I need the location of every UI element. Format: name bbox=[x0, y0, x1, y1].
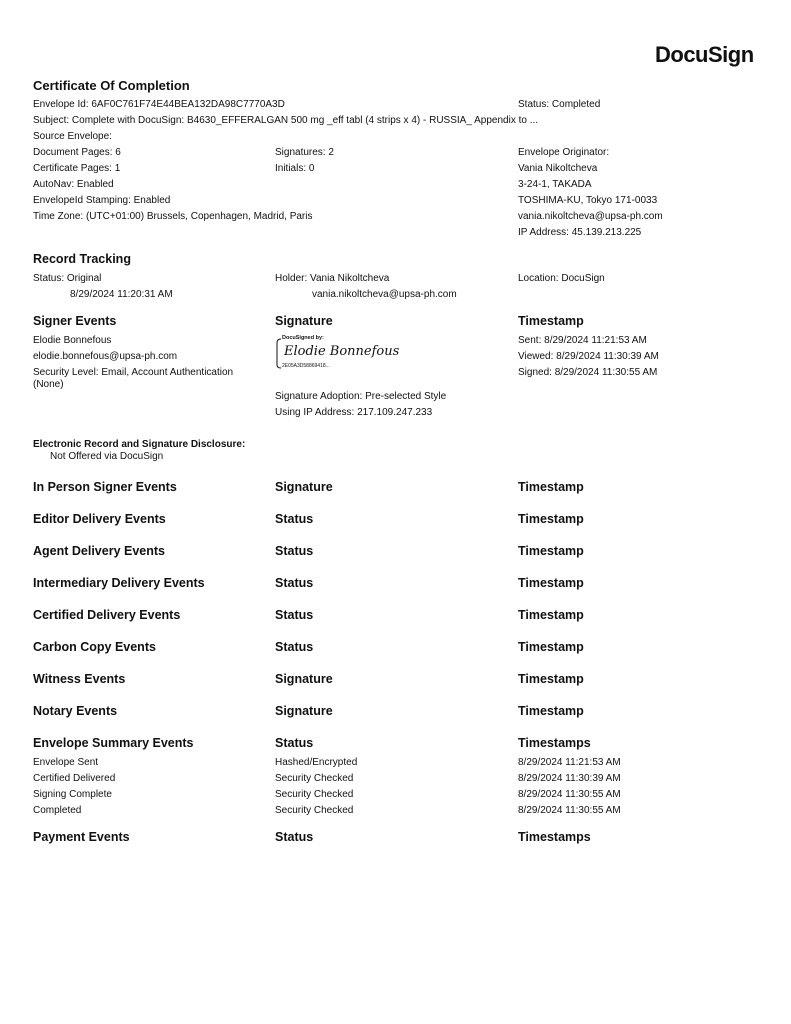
time-zone: Time Zone: (UTC+01:00) Brussels, Copenhagen, Madrid, Paris bbox=[33, 211, 313, 222]
section-col2: Signature bbox=[275, 480, 333, 494]
signatures-count: Signatures: 2 bbox=[275, 147, 334, 158]
summary-time: 8/29/2024 11:21:53 AM bbox=[518, 757, 621, 768]
summary-time: 8/29/2024 11:30:55 AM bbox=[518, 789, 621, 800]
payment-events-title: Payment Events bbox=[33, 830, 130, 844]
section-col3: Timestamp bbox=[518, 704, 584, 718]
signer-email: elodie.bonnefous@upsa-ph.com bbox=[33, 351, 178, 362]
originator-email: vania.nikoltcheva@upsa-ph.com bbox=[518, 211, 663, 222]
summary-time: 8/29/2024 11:30:55 AM bbox=[518, 805, 621, 816]
section-col3: Timestamp bbox=[518, 672, 584, 686]
summary-event: Certified Delivered bbox=[33, 773, 116, 784]
signature-adoption: Signature Adoption: Pre-selected Style bbox=[275, 391, 447, 402]
disclosure-value: Not Offered via DocuSign bbox=[50, 451, 164, 462]
initials-count: Initials: 0 bbox=[275, 163, 315, 174]
signer-security-level-detail: (None) bbox=[33, 379, 64, 390]
section-title: Agent Delivery Events bbox=[33, 544, 165, 558]
summary-event: Envelope Sent bbox=[33, 757, 99, 768]
envelope-subject: Subject: Complete with DocuSign: B4630_EFFERALGAN 500 mg _eff tabl (4 strips x 4) - RUSSIA_ Appendix to ... bbox=[33, 115, 539, 126]
signature-docusigned-by: DocuSigned by: bbox=[282, 335, 324, 341]
payment-events-status-header: Status bbox=[275, 830, 314, 844]
section-title: Notary Events bbox=[33, 704, 118, 718]
envelope-id: Envelope Id: 6AF0C761F74E44BEA132DA98C7770A3D bbox=[33, 99, 285, 110]
summary-time: 8/29/2024 11:30:39 AM bbox=[518, 773, 621, 784]
section-col3: Timestamp bbox=[518, 640, 584, 654]
section-col2: Status bbox=[275, 512, 314, 526]
section-title: In Person Signer Events bbox=[33, 480, 177, 494]
signer-viewed: Viewed: 8/29/2024 11:30:39 AM bbox=[518, 351, 659, 362]
section-col3: Timestamp bbox=[518, 608, 584, 622]
disclosure-title: Electronic Record and Signature Disclosure: bbox=[33, 439, 246, 450]
summary-event: Completed bbox=[33, 805, 82, 816]
section-title: Carbon Copy Events bbox=[33, 640, 156, 654]
payment-events-timestamps-header: Timestamps bbox=[518, 830, 591, 844]
record-date: 8/29/2024 11:20:31 AM bbox=[70, 289, 173, 300]
summary-status: Security Checked bbox=[275, 789, 354, 800]
section-col2: Status bbox=[275, 544, 314, 558]
section-col2: Status bbox=[275, 576, 314, 590]
source-envelope: Source Envelope: bbox=[33, 131, 112, 142]
originator-ip: IP Address: 45.139.213.225 bbox=[518, 227, 642, 238]
certificate-title: Certificate Of Completion bbox=[33, 78, 190, 93]
section-col2: Signature bbox=[275, 672, 333, 686]
envelope-status: Status: Completed bbox=[518, 99, 601, 110]
record-holder: Holder: Vania Nikoltcheva bbox=[275, 273, 390, 284]
summary-status: Security Checked bbox=[275, 773, 354, 784]
signature-ip: Using IP Address: 217.109.247.233 bbox=[275, 407, 433, 418]
summary-status: Security Checked bbox=[275, 805, 354, 816]
summary-status: Hashed/Encrypted bbox=[275, 757, 358, 768]
section-col3: Timestamp bbox=[518, 576, 584, 590]
envelope-summary-timestamps-header: Timestamps bbox=[518, 736, 591, 750]
signature-id: 2E05A3D58869418... bbox=[282, 363, 330, 369]
section-col3: Timestamp bbox=[518, 480, 584, 494]
record-location: Location: DocuSign bbox=[518, 273, 605, 284]
section-col3: Timestamp bbox=[518, 512, 584, 526]
signature-image bbox=[275, 335, 400, 370]
section-col2: Status bbox=[275, 608, 314, 622]
certificate-pages: Certificate Pages: 1 bbox=[33, 163, 121, 174]
summary-event: Signing Complete bbox=[33, 789, 112, 800]
signer-events-title: Signer Events bbox=[33, 314, 117, 328]
docusign-logo: DocuSign bbox=[655, 42, 754, 67]
section-title: Intermediary Delivery Events bbox=[33, 576, 205, 590]
record-tracking-title: Record Tracking bbox=[33, 252, 131, 266]
originator-address-2: TOSHIMA-KU, Tokyo 171-0033 bbox=[518, 195, 658, 206]
envelope-summary-status-header: Status bbox=[275, 736, 314, 750]
envelopeid-stamping: EnvelopeId Stamping: Enabled bbox=[33, 195, 171, 206]
section-title: Certified Delivery Events bbox=[33, 608, 181, 622]
signer-name: Elodie Bonnefous bbox=[33, 335, 112, 346]
section-col3: Timestamp bbox=[518, 544, 584, 558]
envelope-originator-label: Envelope Originator: bbox=[518, 147, 610, 158]
signer-events-signature-header: Signature bbox=[275, 314, 333, 328]
section-col2: Signature bbox=[275, 704, 333, 718]
originator-name: Vania Nikoltcheva bbox=[518, 163, 598, 174]
signature-script: Elodie Bonnefous bbox=[284, 344, 400, 359]
section-title: Witness Events bbox=[33, 672, 126, 686]
document-pages: Document Pages: 6 bbox=[33, 147, 121, 158]
autonav: AutoNav: Enabled bbox=[33, 179, 114, 190]
signer-signed: Signed: 8/29/2024 11:30:55 AM bbox=[518, 367, 658, 378]
signer-sent: Sent: 8/29/2024 11:21:53 AM bbox=[518, 335, 647, 346]
originator-address-1: 3-24-1, TAKADA bbox=[518, 179, 592, 190]
section-col2: Status bbox=[275, 640, 314, 654]
envelope-summary-title: Envelope Summary Events bbox=[33, 736, 194, 750]
signer-events-timestamp-header: Timestamp bbox=[518, 314, 584, 328]
record-status: Status: Original bbox=[33, 273, 102, 284]
section-title: Editor Delivery Events bbox=[33, 512, 166, 526]
holder-email: vania.nikoltcheva@upsa-ph.com bbox=[312, 289, 457, 300]
signer-security-level: Security Level: Email, Account Authentication bbox=[33, 367, 234, 378]
